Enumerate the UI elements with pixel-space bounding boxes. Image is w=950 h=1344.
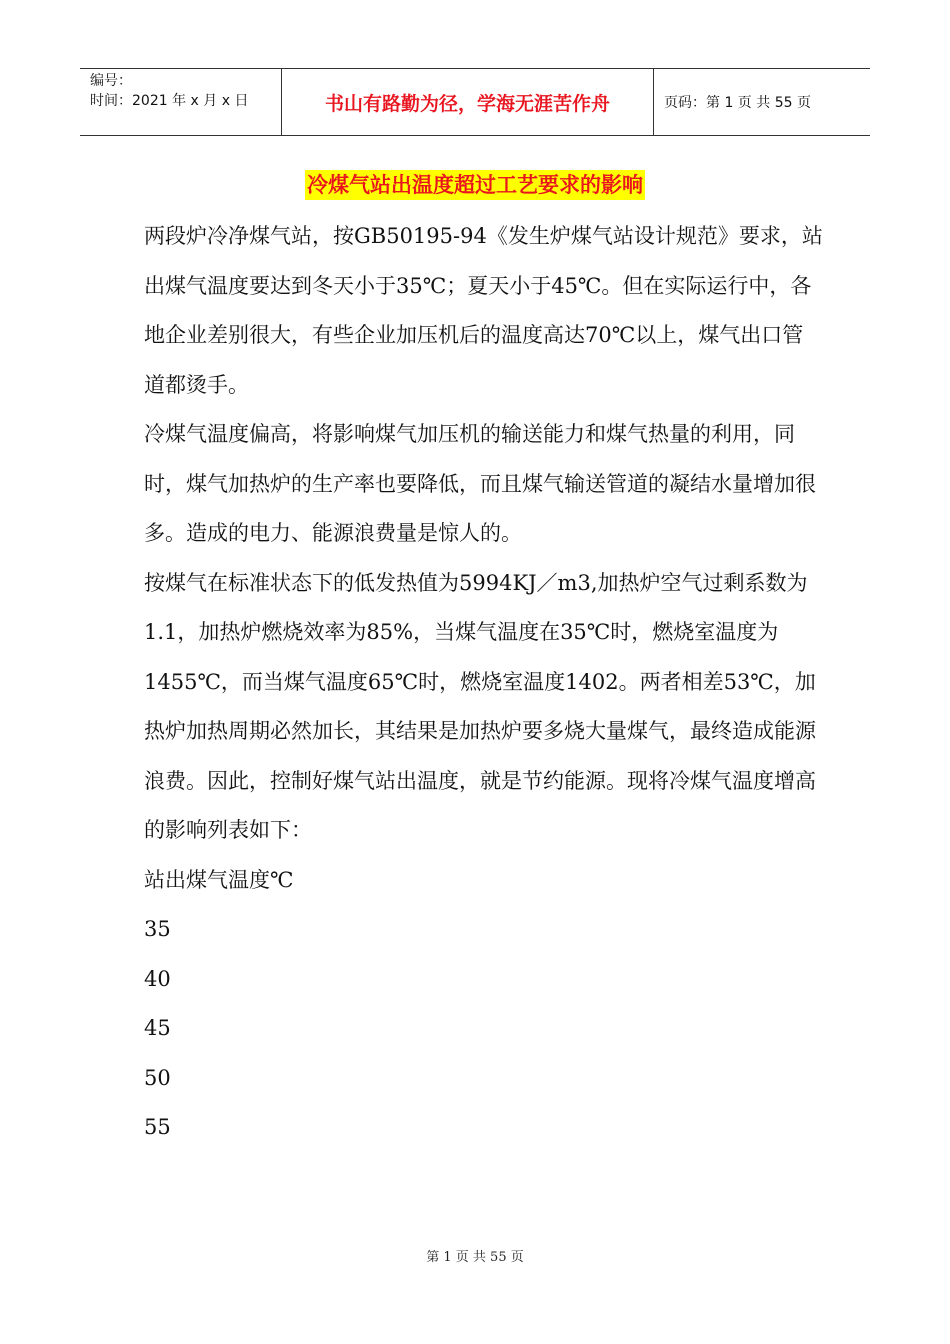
- paragraph: 冷煤气温度偏高，将影响煤气加压机的输送能力和煤气热量的利用，同时，煤气加热炉的生产率也要降低，而且煤气输送管道的凝结水量增加很多。造成的电力、能源浪费量是惊人的。: [144, 422, 816, 545]
- table-header: 站出煤气温度℃: [144, 867, 294, 892]
- title-wrap: [0, 170, 950, 200]
- document-title: 冷煤气站出温度超过工艺要求的影响: [305, 170, 645, 200]
- document-body: [144, 212, 824, 1153]
- header-meta: [80, 69, 282, 135]
- page-footer: 第 1 页 共 55 页: [426, 1250, 524, 1265]
- page-header: [80, 68, 870, 136]
- number-label: 编号：: [90, 73, 132, 89]
- temperature-value: 50: [144, 1065, 171, 1090]
- header-page-info: 页码：第 1 页 共 55 页: [664, 95, 811, 111]
- temperature-value: 55: [144, 1115, 171, 1139]
- temperature-value: 45: [144, 1016, 171, 1040]
- paragraph: 两段炉冷净煤气站，按GB50195-94《发生炉煤气站设计规范》要求，站出煤气温度要达到冬天小于35℃；夏天小于45℃。但在实际运行中，各地企业差别很大，有些企业加压机后的温度高达70℃以上，煤气出口管道都烫手。: [144, 224, 823, 397]
- paragraph: 按煤气在标准状态下的低发热值为5994KJ／m3,加热炉空气过剩系数为1.1，加热炉燃烧效率为85%，当煤气温度在35℃时，燃烧室温度为1455℃，而当煤气温度65℃时，燃烧室温度1402。两者相差53℃，加热炉加热周期必然加长，其结果是加热炉要多烧大量煤气，最终造成能源浪费。因此，控制好煤气站出温度，就是节约能源。现将冷煤气温度增高的影响列表如下：: [144, 570, 816, 842]
- date-label: 时间：2021 年 x 月 x 日: [90, 93, 249, 109]
- temperature-value: 40: [144, 966, 171, 991]
- temperature-value: 35: [144, 917, 171, 941]
- header-motto: 书山有路勤为径，学海无涯苦作舟: [282, 69, 654, 135]
